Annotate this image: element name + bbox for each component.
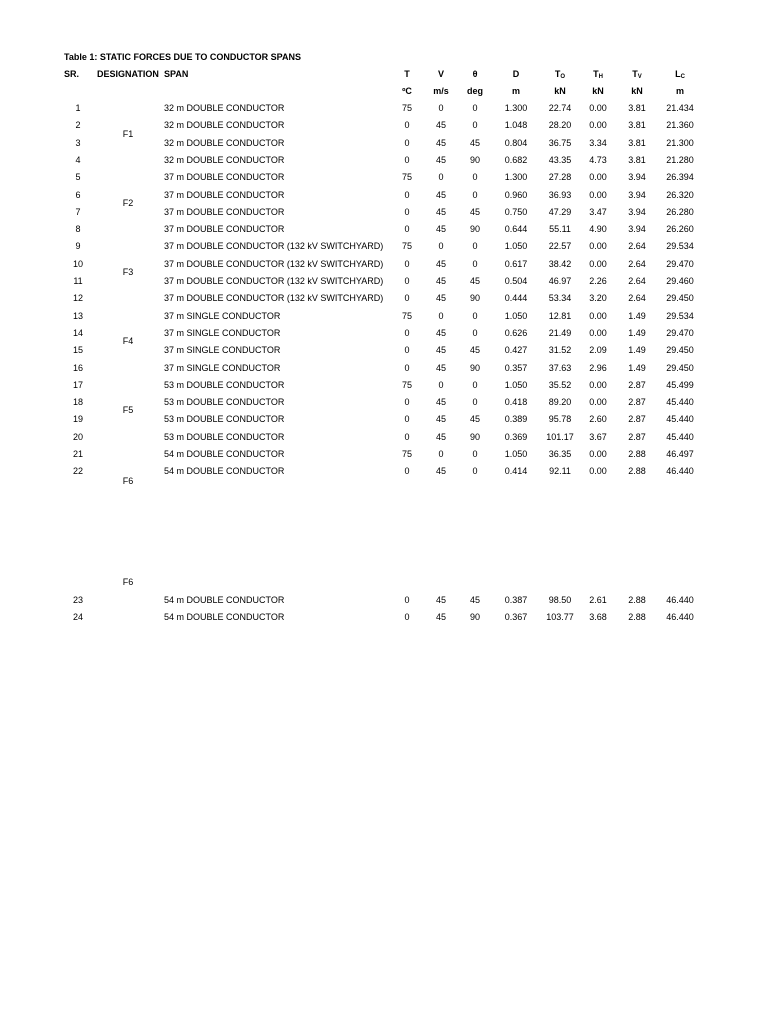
row-span: 37 m SINGLE CONDUCTOR xyxy=(164,362,281,373)
row-v: 45 xyxy=(435,120,446,131)
row-t: 0 xyxy=(404,362,410,373)
row-lc: 45.440 xyxy=(666,414,694,425)
unit-d: m xyxy=(511,86,520,96)
header-th-main: T xyxy=(593,69,599,79)
row-sr: 21 xyxy=(72,449,83,459)
row-theta: 90 xyxy=(469,362,480,373)
table-row xyxy=(0,221,768,238)
table-header-row xyxy=(0,66,768,83)
row-th: 0.00 xyxy=(589,241,607,252)
row-tv: 2.64 xyxy=(628,258,646,269)
row-to: 35.52 xyxy=(548,379,572,390)
row-to: 22.74 xyxy=(548,103,572,113)
row-sr: 20 xyxy=(72,431,83,442)
row-to: 36.93 xyxy=(548,189,572,200)
row-span: 32 m DOUBLE CONDUCTOR xyxy=(164,120,285,131)
row-lc: 46.440 xyxy=(666,466,694,477)
row-v: 45 xyxy=(435,362,446,373)
header-th-sub: H xyxy=(598,74,603,80)
row-v: 45 xyxy=(435,612,446,623)
row-theta: 45 xyxy=(469,206,480,217)
row-d: 1.050 xyxy=(504,310,528,321)
designation-f6-bottom-text: F6 xyxy=(122,577,134,587)
row-d: 1.050 xyxy=(504,449,528,459)
header-to-main: T xyxy=(554,69,561,79)
row-tv: 3.81 xyxy=(628,137,646,148)
row-theta: 45 xyxy=(469,276,480,286)
row-d: 0.960 xyxy=(504,189,528,200)
row-th: 2.09 xyxy=(589,345,607,356)
row-span: 53 m DOUBLE CONDUCTOR xyxy=(164,397,285,408)
row-t: 0 xyxy=(404,224,410,235)
row-theta: 45 xyxy=(469,414,480,425)
table-row xyxy=(0,446,768,463)
unit-lc: m xyxy=(675,86,684,96)
row-theta: 90 xyxy=(469,431,480,442)
row-sr: 16 xyxy=(72,362,83,373)
table-row xyxy=(0,169,768,186)
row-tv: 1.49 xyxy=(628,362,646,373)
row-th: 0.00 xyxy=(589,379,607,390)
row-sr: 6 xyxy=(75,189,81,200)
row-d: 0.804 xyxy=(504,137,528,148)
row-t: 0 xyxy=(404,154,410,165)
row-theta: 90 xyxy=(469,612,480,623)
row-tv: 2.64 xyxy=(628,276,646,286)
row-to: 47.29 xyxy=(548,206,572,217)
row-to: 103.77 xyxy=(546,612,574,623)
row-v: 45 xyxy=(435,293,446,304)
row-th: 3.68 xyxy=(589,612,607,623)
row-span: 37 m DOUBLE CONDUCTOR (132 kV SWITCHYARD) xyxy=(164,241,384,252)
row-theta: 0 xyxy=(472,258,478,269)
row-v: 45 xyxy=(435,258,446,269)
row-theta: 0 xyxy=(472,103,478,113)
row-lc: 46.440 xyxy=(666,612,694,623)
row-span: 37 m SINGLE CONDUCTOR xyxy=(164,310,281,321)
row-to: 28.20 xyxy=(548,120,572,131)
row-to: 12.81 xyxy=(548,310,572,321)
row-span: 37 m SINGLE CONDUCTOR xyxy=(164,327,281,338)
row-d: 1.050 xyxy=(504,241,528,252)
row-theta: 45 xyxy=(469,595,480,605)
row-d: 0.750 xyxy=(504,206,528,217)
header-v: V xyxy=(437,69,444,79)
row-tv: 2.87 xyxy=(628,397,646,408)
row-lc: 29.450 xyxy=(666,362,694,373)
row-th: 0.00 xyxy=(589,172,607,183)
row-th: 0.00 xyxy=(589,258,607,269)
row-v: 45 xyxy=(435,345,446,356)
row-to: 101.17 xyxy=(546,431,574,442)
row-d: 0.367 xyxy=(504,612,528,623)
row-span: 54 m DOUBLE CONDUCTOR xyxy=(164,449,285,459)
row-lc: 26.320 xyxy=(666,189,694,200)
row-theta: 0 xyxy=(472,397,478,408)
row-th: 0.00 xyxy=(589,327,607,338)
row-theta: 0 xyxy=(472,241,478,252)
header-tv-sub: V xyxy=(637,74,642,80)
row-tv: 3.94 xyxy=(628,189,646,200)
table-row xyxy=(0,360,768,377)
row-d: 0.617 xyxy=(504,258,528,269)
row-v: 0 xyxy=(438,103,444,113)
table-row xyxy=(0,290,768,307)
row-th: 3.34 xyxy=(589,137,607,148)
row-to: 21.49 xyxy=(548,327,572,338)
row-to: 22.57 xyxy=(548,241,572,252)
row-tv: 2.64 xyxy=(628,293,646,304)
row-tv: 2.87 xyxy=(628,379,646,390)
row-span: 53 m DOUBLE CONDUCTOR xyxy=(164,431,285,442)
row-th: 2.96 xyxy=(589,362,607,373)
row-d: 0.504 xyxy=(504,276,528,286)
row-span: 37 m DOUBLE CONDUCTOR (132 kV SWITCHYARD) xyxy=(164,258,384,269)
row-theta: 0 xyxy=(472,120,478,131)
row-lc: 21.280 xyxy=(666,154,694,165)
row-v: 45 xyxy=(435,414,446,425)
row-span: 54 m DOUBLE CONDUCTOR xyxy=(164,466,285,477)
row-span: 53 m DOUBLE CONDUCTOR xyxy=(164,379,285,390)
row-sr: 9 xyxy=(75,241,81,252)
row-tv: 3.94 xyxy=(628,172,646,183)
header-d: D xyxy=(512,69,520,79)
row-d: 0.389 xyxy=(504,414,528,425)
table-row xyxy=(0,308,768,325)
row-to: 36.35 xyxy=(548,449,572,459)
row-tv: 1.49 xyxy=(628,310,646,321)
row-lc: 46.497 xyxy=(666,449,694,459)
row-sr: 8 xyxy=(75,224,81,235)
row-t: 75 xyxy=(401,103,412,113)
row-th: 3.67 xyxy=(589,431,607,442)
row-lc: 46.440 xyxy=(666,595,694,605)
row-to: 55.11 xyxy=(549,224,571,235)
designation-label-f6-top xyxy=(113,473,143,486)
row-t: 0 xyxy=(404,120,410,131)
row-tv: 2.87 xyxy=(628,414,646,425)
row-theta: 45 xyxy=(469,345,480,356)
row-lc: 29.450 xyxy=(666,293,694,304)
row-sr: 18 xyxy=(72,397,83,408)
row-th: 0.00 xyxy=(589,466,607,477)
row-t: 75 xyxy=(401,310,412,321)
row-theta: 0 xyxy=(472,449,478,459)
row-v: 45 xyxy=(435,595,446,605)
row-to: 38.42 xyxy=(548,258,572,269)
row-v: 45 xyxy=(435,327,446,338)
row-th: 4.90 xyxy=(589,224,607,235)
row-span: 37 m DOUBLE CONDUCTOR (132 kV SWITCHYARD) xyxy=(164,276,384,286)
row-tv: 3.81 xyxy=(628,120,646,131)
row-v: 45 xyxy=(435,224,446,235)
row-span: 54 m DOUBLE CONDUCTOR xyxy=(164,612,285,623)
row-theta: 0 xyxy=(472,172,478,183)
row-lc: 29.534 xyxy=(666,310,694,321)
header-sr: SR. xyxy=(64,69,80,79)
row-v: 45 xyxy=(435,276,446,286)
row-th: 3.20 xyxy=(589,293,607,304)
row-theta: 0 xyxy=(472,189,478,200)
table-title: Table 1: STATIC FORCES DUE TO CONDUCTOR SPANS xyxy=(64,52,302,62)
header-span: SPAN xyxy=(164,69,189,79)
row-lc: 21.360 xyxy=(666,120,694,131)
row-t: 0 xyxy=(404,327,410,338)
row-to: 95.78 xyxy=(548,414,572,425)
table-row xyxy=(0,592,768,609)
row-sr: 13 xyxy=(72,310,83,321)
row-sr: 7 xyxy=(75,206,81,217)
row-lc: 26.394 xyxy=(666,172,694,183)
row-tv: 2.88 xyxy=(628,612,646,623)
row-theta: 0 xyxy=(472,327,478,338)
row-v: 0 xyxy=(438,449,444,459)
row-tv: 3.81 xyxy=(628,103,646,113)
row-sr: 3 xyxy=(75,137,81,148)
row-lc: 21.434 xyxy=(666,103,694,113)
row-sr: 19 xyxy=(72,414,83,425)
row-span: 37 m DOUBLE CONDUCTOR xyxy=(164,189,285,200)
row-sr: 22 xyxy=(72,466,83,477)
row-to: 98.50 xyxy=(548,595,572,605)
header-lc-sub: C xyxy=(680,74,685,80)
row-t: 0 xyxy=(404,431,410,442)
row-to: 53.34 xyxy=(548,293,572,304)
row-to: 46.97 xyxy=(548,276,572,286)
row-to: 43.35 xyxy=(548,154,572,165)
row-th: 0.00 xyxy=(589,397,607,408)
row-lc: 21.300 xyxy=(666,137,694,148)
row-theta: 90 xyxy=(469,293,480,304)
row-v: 45 xyxy=(435,397,446,408)
header-tv-main: T xyxy=(632,69,638,79)
table-row xyxy=(0,377,768,394)
row-t: 0 xyxy=(404,414,410,425)
row-sr: 2 xyxy=(75,120,81,131)
row-v: 45 xyxy=(435,189,446,200)
row-to: 92.11 xyxy=(549,466,571,477)
row-tv: 2.64 xyxy=(628,241,646,252)
designation-label: F4 xyxy=(122,336,134,346)
designation-label: F1 xyxy=(122,129,134,139)
row-to: 36.75 xyxy=(548,137,572,148)
row-th: 2.26 xyxy=(589,276,607,286)
row-lc: 29.470 xyxy=(666,327,694,338)
row-t: 0 xyxy=(404,397,410,408)
row-sr: 1 xyxy=(75,103,81,113)
row-t: 0 xyxy=(404,258,410,269)
row-t: 75 xyxy=(401,241,412,252)
table-row xyxy=(0,238,768,255)
row-th: 3.47 xyxy=(589,206,607,217)
row-sr: 23 xyxy=(72,595,83,605)
row-tv: 2.87 xyxy=(628,431,646,442)
unit-v: m/s xyxy=(433,86,449,96)
row-th: 4.73 xyxy=(589,154,607,165)
row-th: 0.00 xyxy=(589,310,607,321)
row-v: 45 xyxy=(435,466,446,477)
row-tv: 1.49 xyxy=(628,345,646,356)
row-sr: 12 xyxy=(72,293,83,304)
row-d: 1.048 xyxy=(504,120,528,131)
row-tv: 1.49 xyxy=(628,327,646,338)
row-v: 0 xyxy=(438,241,444,252)
unit-to: kN xyxy=(554,86,566,96)
row-tv: 3.94 xyxy=(628,206,646,217)
table-row xyxy=(0,609,768,626)
row-span: 37 m DOUBLE CONDUCTOR xyxy=(164,172,285,183)
row-t: 75 xyxy=(401,449,412,459)
row-d: 0.357 xyxy=(504,362,528,373)
row-sr: 15 xyxy=(72,345,83,356)
designation-f6-top-text: F6 xyxy=(122,476,134,486)
row-lc: 29.450 xyxy=(666,345,694,356)
row-t: 0 xyxy=(404,595,410,605)
row-sr: 14 xyxy=(72,327,83,338)
row-sr: 11 xyxy=(73,276,83,286)
table-units-row xyxy=(0,83,768,100)
row-sr: 17 xyxy=(72,379,83,390)
row-th: 0.00 xyxy=(589,189,607,200)
row-to: 89.20 xyxy=(548,397,572,408)
row-t: 75 xyxy=(401,172,412,183)
header-lc-main: L xyxy=(675,69,681,79)
row-span: 54 m DOUBLE CONDUCTOR xyxy=(164,595,285,605)
row-theta: 0 xyxy=(472,466,478,477)
row-span: 37 m SINGLE CONDUCTOR xyxy=(164,345,281,356)
row-th: 2.61 xyxy=(589,595,607,605)
row-sr: 10 xyxy=(72,258,83,269)
row-t: 0 xyxy=(404,612,410,623)
table-row xyxy=(0,429,768,446)
row-to: 31.52 xyxy=(548,345,572,356)
row-theta: 0 xyxy=(472,310,478,321)
row-d: 0.626 xyxy=(504,327,528,338)
row-th: 2.60 xyxy=(589,414,607,425)
row-t: 0 xyxy=(404,276,410,286)
designation-label: F3 xyxy=(122,267,134,277)
row-lc: 29.470 xyxy=(666,258,694,269)
row-theta: 90 xyxy=(469,224,480,235)
row-tv: 2.88 xyxy=(628,466,646,477)
row-lc: 45.440 xyxy=(666,431,694,442)
row-v: 45 xyxy=(435,206,446,217)
row-lc: 26.280 xyxy=(666,206,694,217)
row-d: 0.444 xyxy=(504,293,528,304)
row-th: 0.00 xyxy=(589,103,607,113)
unit-tv: kN xyxy=(631,86,643,96)
row-sr: 5 xyxy=(75,172,81,183)
row-v: 0 xyxy=(438,310,444,321)
row-v: 45 xyxy=(435,137,446,148)
row-d: 0.387 xyxy=(504,595,528,605)
row-span: 32 m DOUBLE CONDUCTOR xyxy=(164,103,285,113)
row-to: 37.63 xyxy=(548,362,572,373)
row-span: 37 m DOUBLE CONDUCTOR (132 kV SWITCHYARD) xyxy=(164,293,384,304)
row-span: 37 m DOUBLE CONDUCTOR xyxy=(164,224,285,235)
row-t: 0 xyxy=(404,466,410,477)
designation-label: F5 xyxy=(122,405,134,415)
designation-label: F2 xyxy=(122,198,134,208)
row-theta: 0 xyxy=(472,379,478,390)
row-tv: 3.94 xyxy=(628,224,646,235)
row-tv: 2.88 xyxy=(628,595,646,605)
row-d: 1.300 xyxy=(504,172,528,183)
unit-th: kN xyxy=(592,86,604,96)
table-row xyxy=(0,152,768,169)
row-to: 27.28 xyxy=(548,172,572,183)
row-tv: 3.81 xyxy=(628,154,646,165)
row-t: 0 xyxy=(404,206,410,217)
row-lc: 26.260 xyxy=(666,224,694,235)
unit-theta: deg xyxy=(466,86,483,96)
row-lc: 45.499 xyxy=(666,379,694,390)
row-v: 0 xyxy=(438,172,444,183)
table-row xyxy=(0,100,768,117)
row-v: 45 xyxy=(435,431,446,442)
row-span: 53 m DOUBLE CONDUCTOR xyxy=(164,414,285,425)
row-lc: 29.534 xyxy=(666,241,694,252)
header-t: T xyxy=(404,69,410,79)
row-d: 1.300 xyxy=(504,103,528,113)
row-t: 0 xyxy=(404,189,410,200)
row-span: 32 m DOUBLE CONDUCTOR xyxy=(164,137,285,148)
row-theta: 45 xyxy=(469,137,480,148)
row-sr: 24 xyxy=(72,612,83,623)
row-t: 0 xyxy=(404,137,410,148)
designation-label-f6-bottom xyxy=(113,577,143,590)
row-lc: 45.440 xyxy=(666,397,694,408)
row-d: 0.414 xyxy=(504,466,528,477)
row-th: 0.00 xyxy=(589,449,607,459)
row-d: 0.369 xyxy=(504,431,528,442)
row-v: 45 xyxy=(435,154,446,165)
unit-t: ºC xyxy=(402,86,412,96)
header-theta: θ xyxy=(472,69,478,79)
row-d: 1.050 xyxy=(504,379,528,390)
row-d: 0.682 xyxy=(504,154,528,165)
row-d: 0.427 xyxy=(504,345,528,356)
row-d: 0.644 xyxy=(504,224,528,235)
row-t: 0 xyxy=(404,345,410,356)
header-to-sub: O xyxy=(560,74,566,80)
row-span: 32 m DOUBLE CONDUCTOR xyxy=(164,154,285,165)
row-tv: 2.88 xyxy=(628,449,646,459)
row-d: 0.418 xyxy=(504,397,528,408)
row-t: 0 xyxy=(404,293,410,304)
row-sr: 4 xyxy=(75,154,81,165)
row-v: 0 xyxy=(438,379,444,390)
header-designation: DESIGNATION xyxy=(97,69,159,79)
row-t: 75 xyxy=(401,379,412,390)
row-th: 0.00 xyxy=(589,120,607,131)
row-lc: 29.460 xyxy=(666,276,694,286)
row-span: 37 m DOUBLE CONDUCTOR xyxy=(164,206,285,217)
row-theta: 90 xyxy=(469,154,480,165)
